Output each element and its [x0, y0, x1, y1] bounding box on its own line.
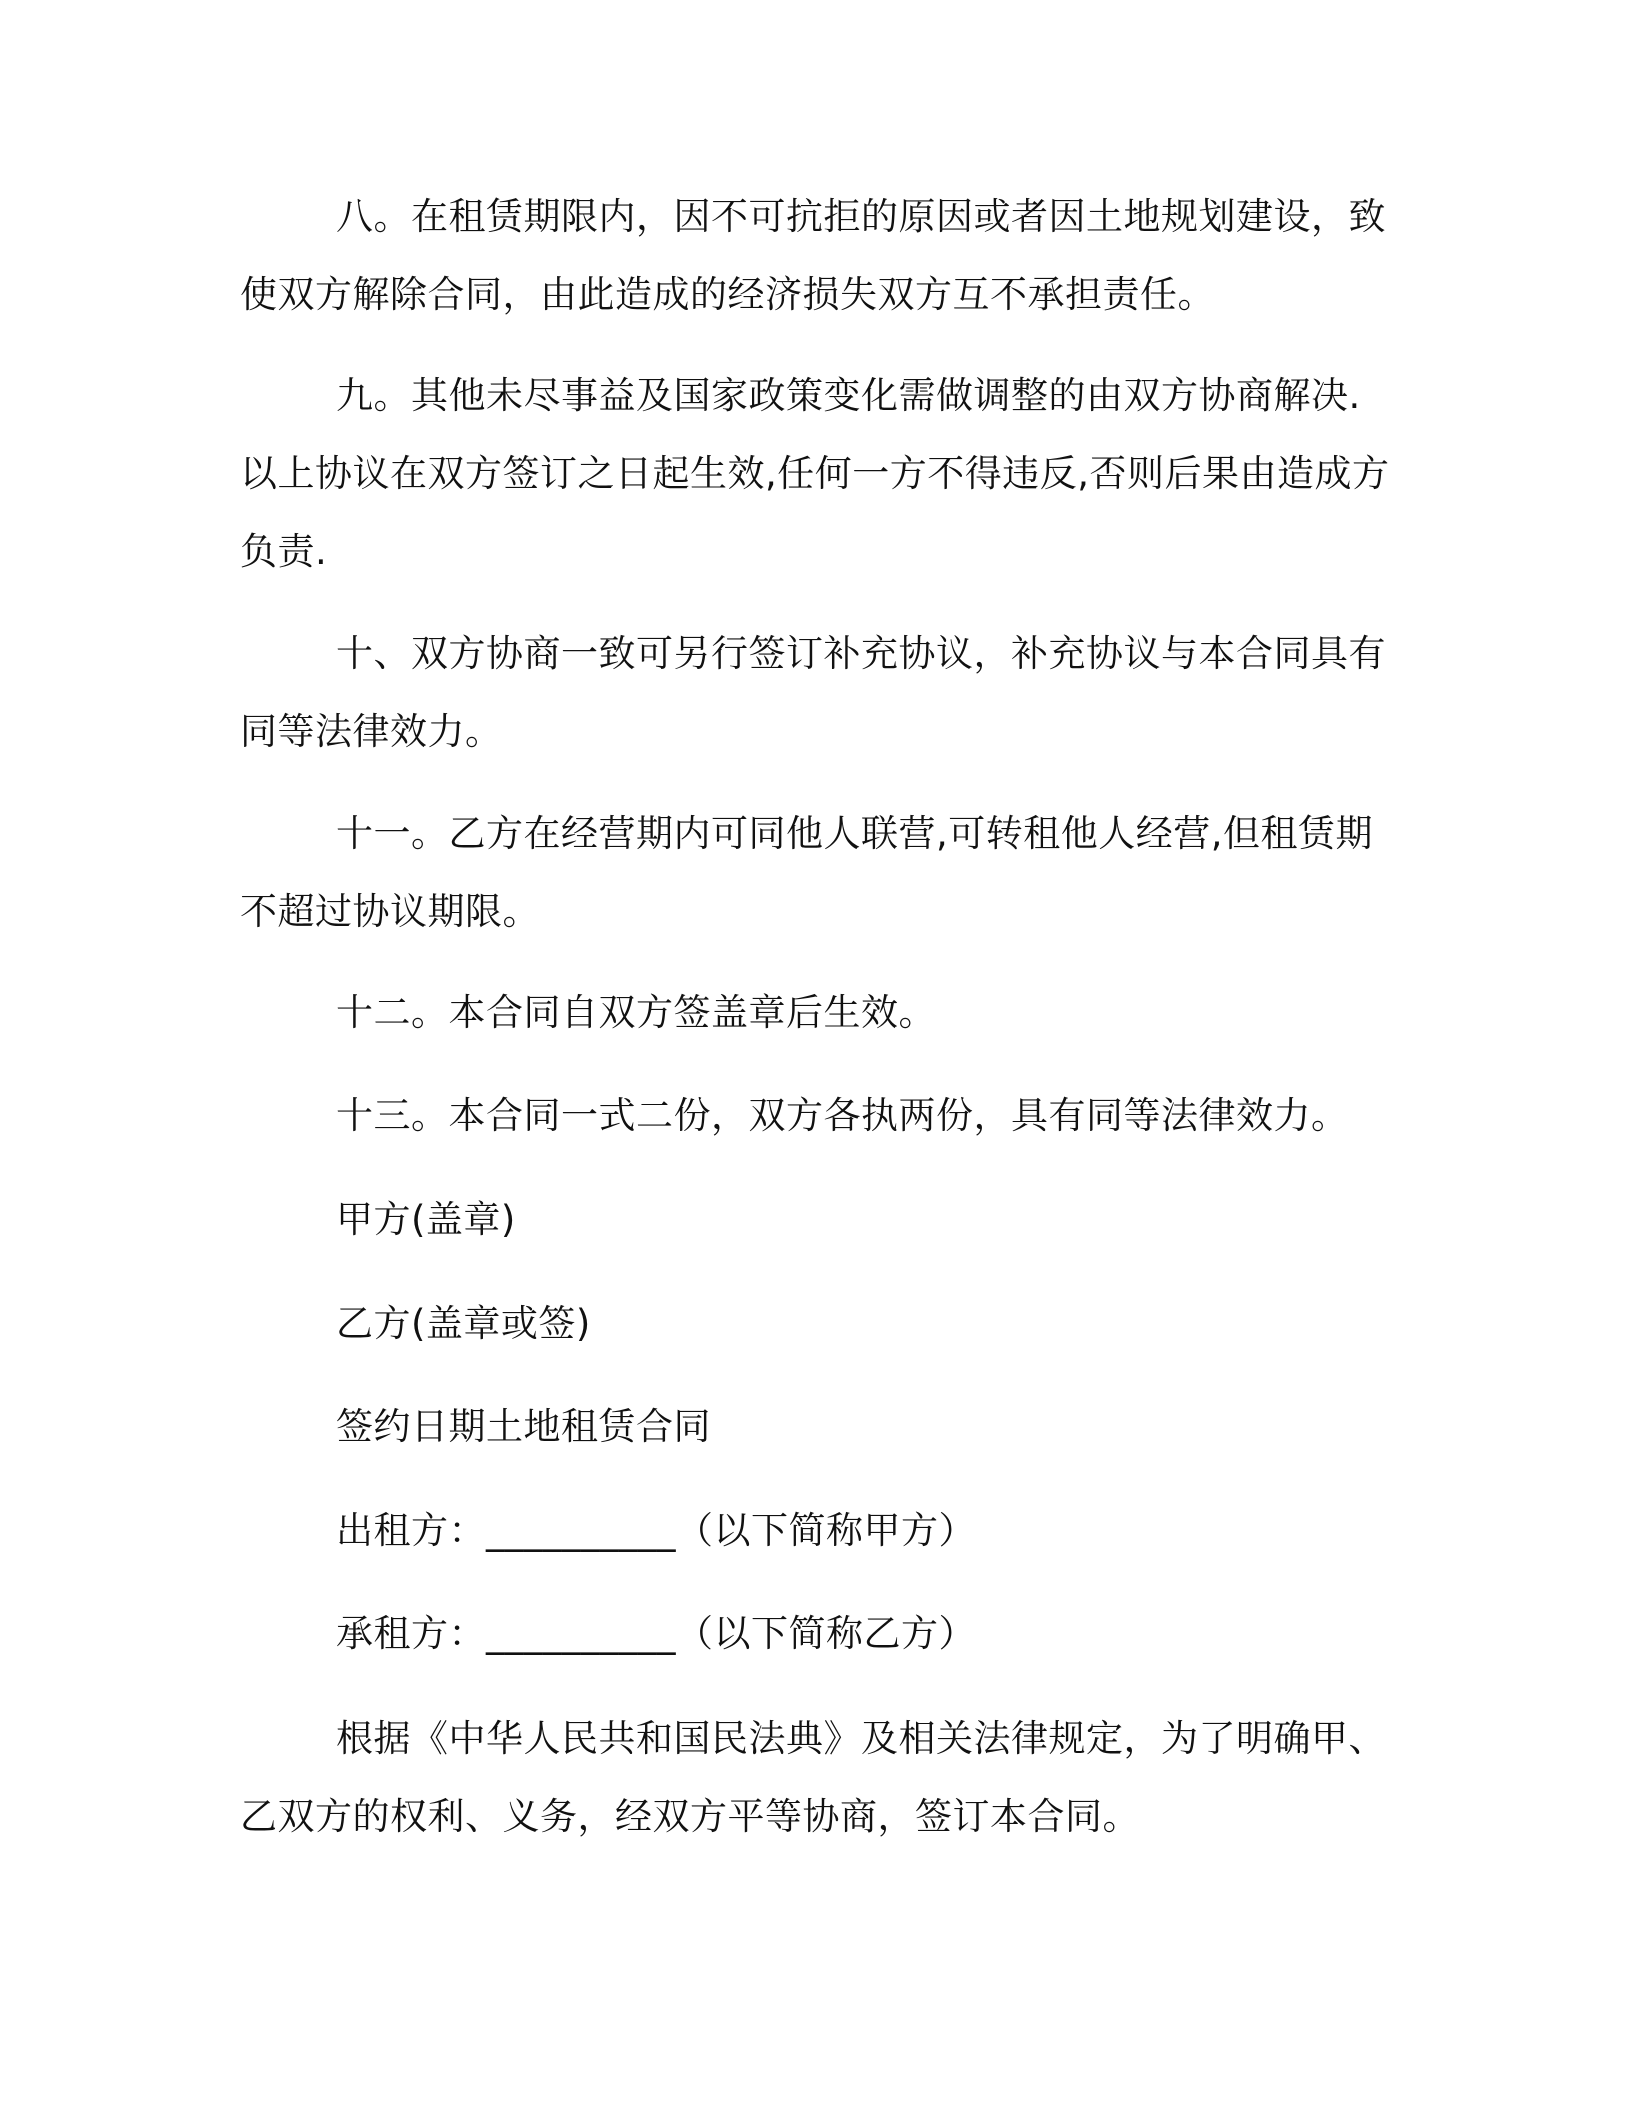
clause-13: 十三。本合同一式二份，双方各执两份，具有同等法律效力。	[336, 1094, 1349, 1137]
clause-11-line-2: 不超过协议期限。	[240, 890, 540, 933]
party-a-seal: 甲方(盖章)	[336, 1198, 516, 1241]
sign-date-title: 签约日期土地租赁合同	[336, 1405, 711, 1448]
clause-12: 十二。本合同自双方签盖章后生效。	[336, 991, 936, 1034]
clause-8-line-2: 使双方解除合同，由此造成的经济损失双方互不承担责任。	[240, 273, 1215, 316]
preamble	[240, 1700, 1390, 1856]
lessee-line: 承租方：__________（以下简称乙方）	[336, 1612, 976, 1655]
clause-11-line-1: 十一。乙方在经营期内可同他人联营,可转租他人经营,但租赁期	[336, 812, 1374, 855]
clause-9-line-3: 负责.	[240, 530, 328, 573]
clause-8-line-1: 八。在租赁期限内，因不可抗拒的原因或者因土地规划建设，致	[336, 195, 1386, 238]
party-b-seal: 乙方(盖章或签)	[336, 1302, 591, 1345]
preamble-line-1: 根据《中华人民共和国民法典》及相关法律规定，为了明确甲、	[336, 1717, 1386, 1760]
clause-10-line-2: 同等法律效力。	[240, 710, 503, 753]
clause-9-line-2: 以上协议在双方签订之日起生效,任何一方不得违反,否则后果由造成方	[240, 452, 1390, 495]
clause-11	[240, 795, 1390, 951]
clause-9	[240, 357, 1390, 591]
clause-10-line-1: 十、双方协商一致可另行签订补充协议，补充协议与本合同具有	[336, 632, 1386, 675]
clause-8	[240, 178, 1390, 334]
clause-10	[240, 615, 1390, 771]
preamble-line-2: 乙双方的权利、义务，经双方平等协商，签订本合同。	[240, 1795, 1140, 1838]
clause-9-line-1: 九。其他未尽事益及国家政策变化需做调整的由双方协商解决.	[336, 374, 1361, 417]
lessor-line: 出租方：__________（以下简称甲方）	[336, 1509, 976, 1552]
